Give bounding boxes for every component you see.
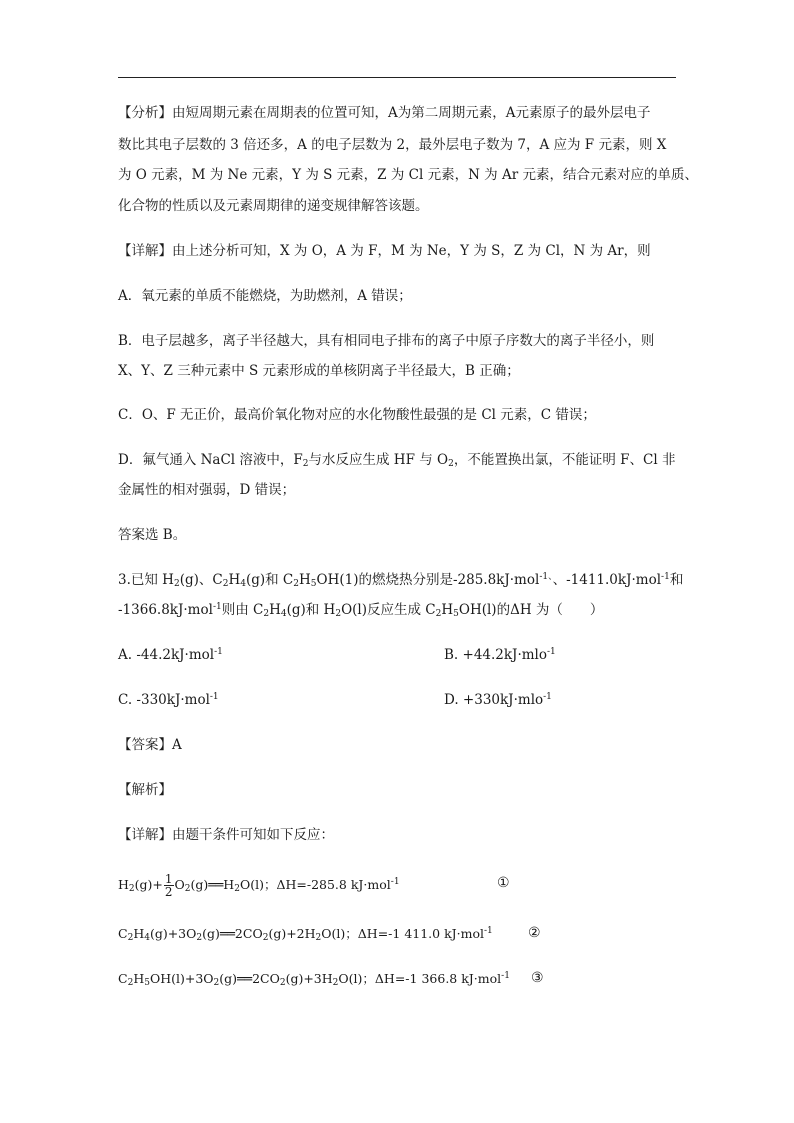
option-d-explanation-1: D．氟气通入 NaCl 溶液中，$F_2$与水反应生成 HF 与 $O_2$，不能置换出氯，不能证明 F、Cl 非 bbox=[118, 452, 676, 469]
analysis-label: 【解析】 bbox=[118, 782, 172, 798]
option-c-explanation: C．O、F 无正价，最高价氧化物对应的水化物酸性最强的是 Cl 元素，C 错误； bbox=[118, 407, 596, 423]
fraction-half: $\frac{1}{2}$ bbox=[164, 872, 173, 899]
equation-1-number: ① bbox=[497, 875, 510, 891]
choice-a: A. -44.2kJ·mol$^{-1}$ bbox=[118, 647, 223, 663]
choice-b: B. +44.2kJ·mlo$^{-1}$ bbox=[444, 647, 556, 663]
choice-c: C. -330kJ·mol$^{-1}$ bbox=[118, 692, 219, 708]
analysis-line-2: 数比其电子层数的 3 倍还多，A 的电子层数为 2，最外层电子数为 7，A 应为 F 元素，则 X bbox=[118, 137, 667, 153]
equation-2-number: ② bbox=[528, 925, 541, 941]
answer-label: 【答案】A bbox=[118, 737, 182, 753]
header-rule bbox=[118, 77, 676, 78]
option-d-explanation-2: 金属性的相对强弱，D 错误； bbox=[118, 482, 296, 498]
equation-3: $C_2H_5OH(l)+3O_2(g)══2CO_2(g)+3H_2O(l)$；ΔH=-1 366.8 kJ·mol$^{-1}$ bbox=[118, 971, 510, 988]
equation-1: $H_2(g)+$ $\frac{1}{2}$ $O_2(g)══H_2O(l)$；ΔH=-285.8 kJ·mol$^{-1}$ bbox=[118, 872, 400, 899]
option-b-explanation-1: B．电子层越多，离子半径越大，具有相同电子排布的离子中原子序数大的离子半径小，则 bbox=[118, 333, 655, 349]
option-a-explanation: A．氧元素的单质不能燃烧，为助燃剂，A 错误； bbox=[118, 288, 412, 304]
equation-3-number: ③ bbox=[531, 970, 544, 986]
detail-line: 【详解】由上述分析可知，X 为 O，A 为 F，M 为 Ne，Y 为 S，Z 为 Cl，N 为 Ar，则 bbox=[118, 243, 651, 259]
question-3-line-1: 3.已知 $H_2(g)$、$C_2H_4(g)$和 $C_2H_5OH(1)$的燃烧热分别是-285.8kJ·mol$^{-1、}$、-1411.0kJ·mol$^{-1}$和 bbox=[118, 572, 684, 589]
previous-answer: 答案选 B。 bbox=[118, 527, 187, 543]
analysis-line-4: 化合物的性质以及元素周期律的递变规律解答该题。 bbox=[118, 198, 429, 214]
option-b-explanation-2: X、Y、Z 三种元素中 S 元素形成的单核阴离子半径最大，B 正确； bbox=[118, 363, 520, 379]
choice-d: D. +330kJ·mlo$^{-1}$ bbox=[444, 692, 552, 708]
question-3-line-2: -1366.8kJ·mol$^{-1}$则由 $C_2H_4(g)$和 $H_2O(l)$反应生成 $C_2H_5OH(l)$的ΔH 为（ ） bbox=[118, 602, 604, 619]
equation-2: $C_2H_4(g)+3O_2(g)══2CO_2(g)+2H_2O(l)$；ΔH=-1 411.0 kJ·mol$^{-1}$ bbox=[118, 926, 493, 943]
detail-intro: 【详解】由题干条件可知如下反应： bbox=[118, 827, 334, 843]
analysis-line-1: 【分析】由短周期元素在周期表的位置可知，A为第二周期元素，A元素原子的最外层电子 bbox=[118, 105, 651, 121]
analysis-line-3: 为 O 元素，M 为 Ne 元素，Y 为 S 元素，Z 为 Cl 元素，N 为 Ar 元素，结合元素对应的单质、 bbox=[118, 167, 698, 183]
